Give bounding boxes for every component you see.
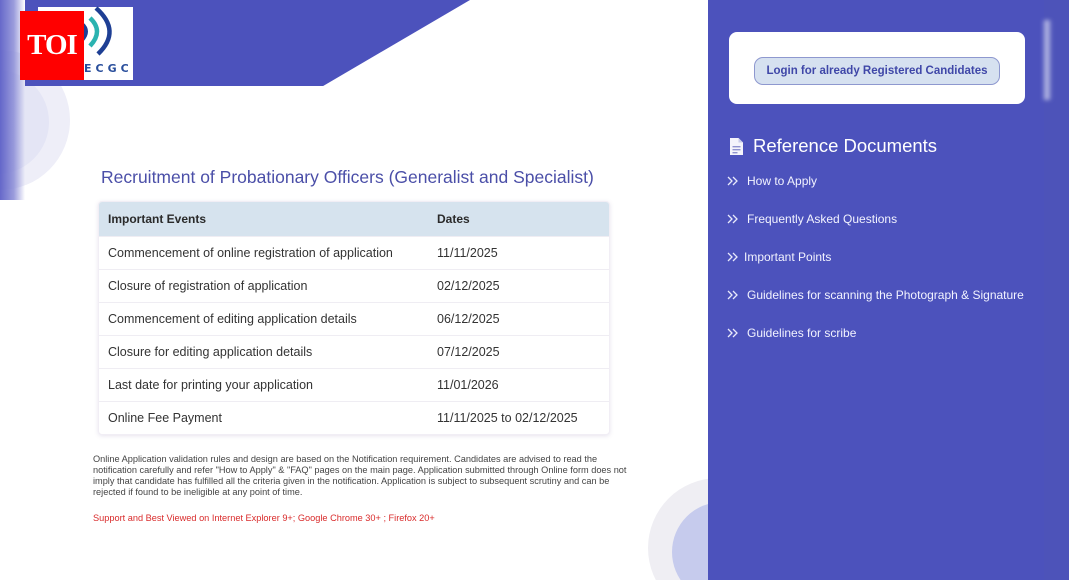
reference-link-label: How to Apply [747,174,818,188]
validation-note: Online Application validation rules and design are based on the Notification requirement. Candidates are advised to read the notification carefully and refer "How to Apply" & "FAQ" pages on the main page. Application submitted through Online form does not imply that candidate has fulfilled all the criteria given in the notification. Application is subject to subsequent scrutiny and can be rejected if found to be ineligible at any point of time. [93,454,627,497]
table-row [99,302,609,335]
double-chevron-right-icon [727,252,739,262]
table-row [99,335,609,368]
reference-link-faq[interactable] [727,212,897,226]
date-cell: 02/12/2025 [437,279,500,293]
reference-link-how-to-apply[interactable] [727,174,817,188]
date-cell: 11/11/2025 [437,246,498,260]
page-title: Recruitment of Probationary Officers (Generalist and Specialist) [101,167,594,187]
table-row [99,236,609,269]
ecgc-logo-text: ECGC [84,62,133,75]
event-cell: Last date for printing your application [108,378,313,392]
event-cell: Commencement of editing application details [108,312,357,326]
event-cell: Commencement of online registration of application [108,246,393,260]
reference-link-label: Important Points [744,250,832,264]
date-cell: 11/01/2026 [437,378,499,392]
event-cell: Closure for editing application details [108,345,313,359]
reference-link-label: Guidelines for scribe [747,326,857,340]
date-cell: 06/12/2025 [437,312,500,326]
column-header-events: Important Events [108,212,207,226]
login-registered-candidates-button[interactable]: Login for already Registered Candidates [754,57,1000,85]
reference-link-scribe-guidelines[interactable] [727,326,856,340]
table-header-row [99,202,609,236]
decorative-glow [1042,20,1052,100]
date-cell: 11/11/2025 to 02/12/2025 [437,411,578,425]
double-chevron-right-icon [727,290,739,300]
table-row [99,269,609,302]
column-header-dates: Dates [437,212,470,226]
toi-badge: TOI [20,11,84,80]
reference-link-label: Guidelines for scanning the Photograph & Signature [747,288,1024,302]
date-cell: 07/12/2025 [437,345,500,359]
browser-support-note: Support and Best Viewed on Internet Explorer 9+; Google Chrome 30+ ; Firefox 20+ [93,513,435,523]
reference-link-label: Frequently Asked Questions [747,212,898,226]
reference-link-photo-signature-guidelines[interactable] [727,288,1024,302]
important-dates-table [98,201,610,435]
event-cell: Online Fee Payment [108,411,222,425]
double-chevron-right-icon [727,214,739,224]
table-row [99,368,609,401]
reference-documents-title: Reference Documents [753,135,938,156]
reference-documents-heading [729,135,937,157]
reference-link-important-points[interactable] [727,250,831,264]
table-row [99,401,609,434]
double-chevron-right-icon [727,328,739,338]
double-chevron-right-icon [727,176,739,186]
document-icon [729,137,744,156]
event-cell: Closure of registration of application [108,279,308,293]
